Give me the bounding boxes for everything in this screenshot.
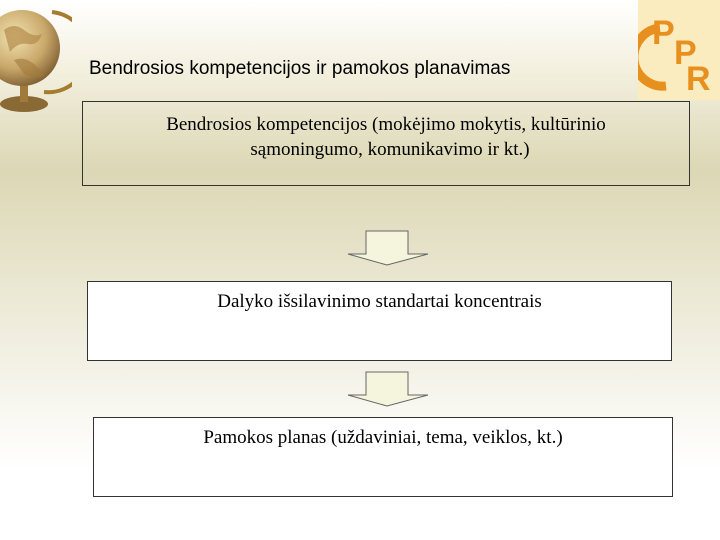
competencies-line-2: sąmoningumo, komunikavimo ir kt.) — [250, 139, 530, 160]
standards-label: Dalyko išsilavinimo standartai koncentrais — [217, 291, 542, 312]
globe-image — [0, 0, 72, 118]
competencies-line-1: Bendrosios kompetencijos (mokėjimo mokytis, kultūrinio — [166, 114, 606, 135]
lesson-plan-label: Pamokos planas (uždaviniai, tema, veiklos, kt.) — [203, 427, 563, 448]
down-arrow-icon — [346, 371, 430, 407]
lesson-plan-box — [93, 417, 673, 497]
svg-text:P: P — [674, 34, 697, 72]
standards-box — [87, 281, 672, 361]
svg-text:P: P — [652, 14, 675, 52]
slide-title: Bendrosios kompetencijos ir pamokos planavimas — [89, 58, 511, 79]
ppr-logo — [638, 0, 720, 100]
competencies-box — [82, 101, 690, 186]
svg-text:R: R — [686, 60, 711, 98]
down-arrow-icon — [346, 230, 430, 266]
